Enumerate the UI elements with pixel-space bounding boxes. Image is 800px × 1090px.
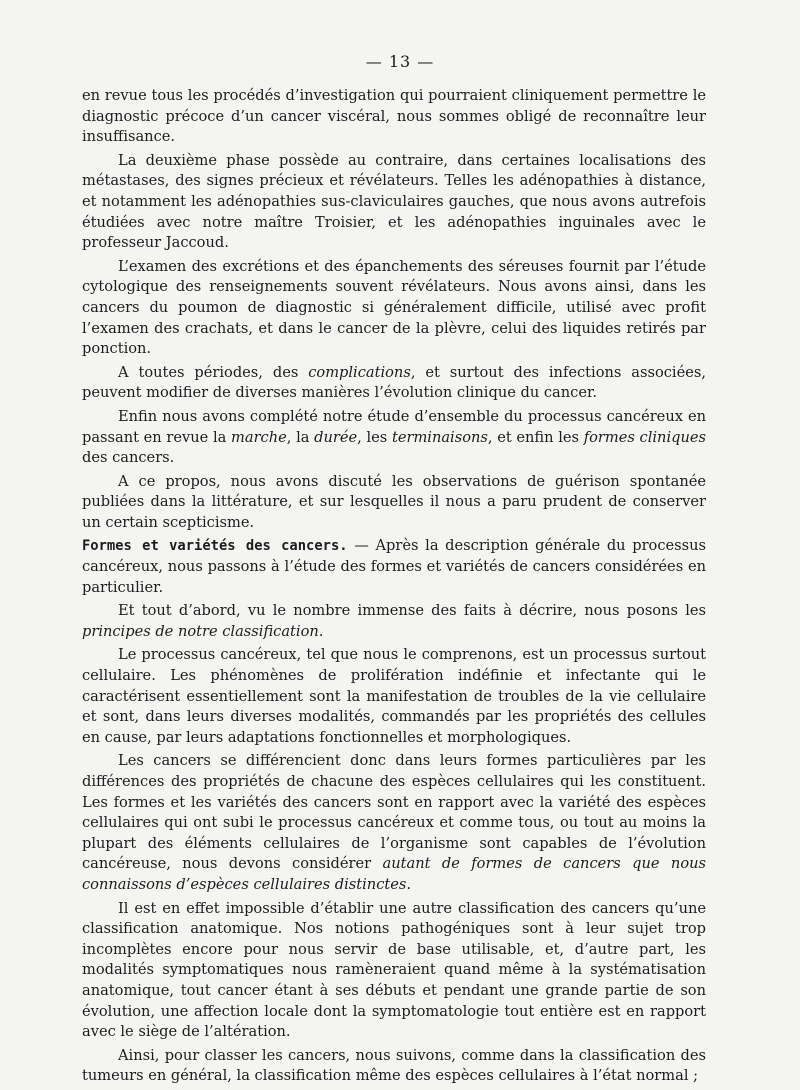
section-paragraph: Formes et variétés des cancers. — Après la description générale du processus cancéreux, nous passons à l’étude des formes et variétés de cancers considérées en particulier. xyxy=(82,537,707,596)
section-heading: Formes et variétés des cancers. xyxy=(82,538,348,555)
paragraph: Enfin nous avons complété notre étude d’ensemble du processus cancéreux en passant en revue la marche, la durée, les terminaisons, et enfin les formes cliniques des cancers. xyxy=(82,407,706,467)
paragraph: La deuxième phase possède au contraire, dans certaines localisations des métastases, des signes précieux et révélateurs. Telles les adénopathies à distance, et notamment les adénopathies sus-claviculaires gauches, que nous avons autrefois étudiées avec notre maître Troisier, et les adénopathies inguinales avec le professeur Jaccoud. xyxy=(82,151,706,252)
italic-term: marche xyxy=(231,428,287,446)
body-text xyxy=(82,86,706,1090)
italic-term: terminaisons xyxy=(391,428,488,446)
page-number: — 13 — xyxy=(365,52,435,71)
paragraph: en revue tous les procédés d’investigation qui pourraient cliniquement permettre le diagnostic précoce d’un cancer viscéral, nous sommes obligé de reconnaître leur insuffisance. xyxy=(82,87,706,146)
italic-term: durée xyxy=(314,428,358,446)
italic-term: principes de notre classification xyxy=(82,622,319,640)
paragraph: Il est en effet impossible d’établir une autre classification des cancers qu’une classification anatomique. Nos notions pathogéniques sont à leur sujet trop incomplètes encore pour nous servir de base utilisable, et, d’autre part, les modalités symptomatiques nous ramèneraient quand même à la systématisation anatomique, tout cancer étant à ses débuts et pendant une grande partie de son évolution, une affection locale dont la symptomatologie tout entière est en rapport avec le siège de l’altération. xyxy=(82,899,706,1041)
paragraph: Le processus cancéreux, tel que nous le comprenons, est un processus surtout cellulaire. Les phénomènes de prolifération indéfinie et infectante qui le caractérisent essentiellement sont la manifestation de troubles de la vie cellulaire et sont, dans leurs diverses modalités, commandés par les propriétés des cellules en cause, par leurs adaptations fonctionnelles et morphologiques. xyxy=(82,646,706,746)
paragraph: L’examen des excrétions et des épanchements des séreuses fournit par l’étude cytologique des renseignements souvent révélateurs. Nous avons ainsi, dans les cancers du poumon de diagnostic si généralement difficile, utilisé avec profit l’examen des crachats, et dans le cancer de la plèvre, celui des liquides retirés par ponction. xyxy=(82,257,706,358)
paragraph: Les cancers se différencient donc dans leurs formes particulières par les différences des propriétés de chacune des espèces cellulaires qui les constituent. Les formes et les variétés des cancers sont en rapport avec la variété des espèces cellulaires qui ont subi le processus cancéreux et comme tous, ou tout au moins la plupart des éléments cellulaires de l’organisme sont capables de l’évolution cancéreuse, nous devons considérer autant de formes de cancers que nous connaissons d’espèces cellulaires distinctes. xyxy=(82,752,706,893)
paragraph: Et tout d’abord, vu le nombre immense des faits à décrire, nous posons les principes de notre classification. xyxy=(82,602,706,640)
italic-emphasis: autant de formes de cancers que nous connaissons d’espèces cellulaires distinctes xyxy=(82,855,706,893)
paragraph: Ainsi, pour classer les cancers, nous suivons, comme dans la classification des tumeurs en général, la classification même des espèces cellulaires à l’état normal ; xyxy=(82,1046,706,1085)
paragraph: A ce propos, nous avons discuté les observations de guérison spontanée publiées dans la littérature, et sur lesquelles il nous a paru prudent de conserver un certain scepticisme. xyxy=(82,472,706,531)
italic-term: formes cliniques xyxy=(583,428,706,446)
italic-term: complications xyxy=(308,363,411,381)
paragraph: A toutes périodes, des complications, et surtout des infections associées, peuvent modifier de diverses manières l’évolution clinique du cancer. xyxy=(82,363,706,402)
